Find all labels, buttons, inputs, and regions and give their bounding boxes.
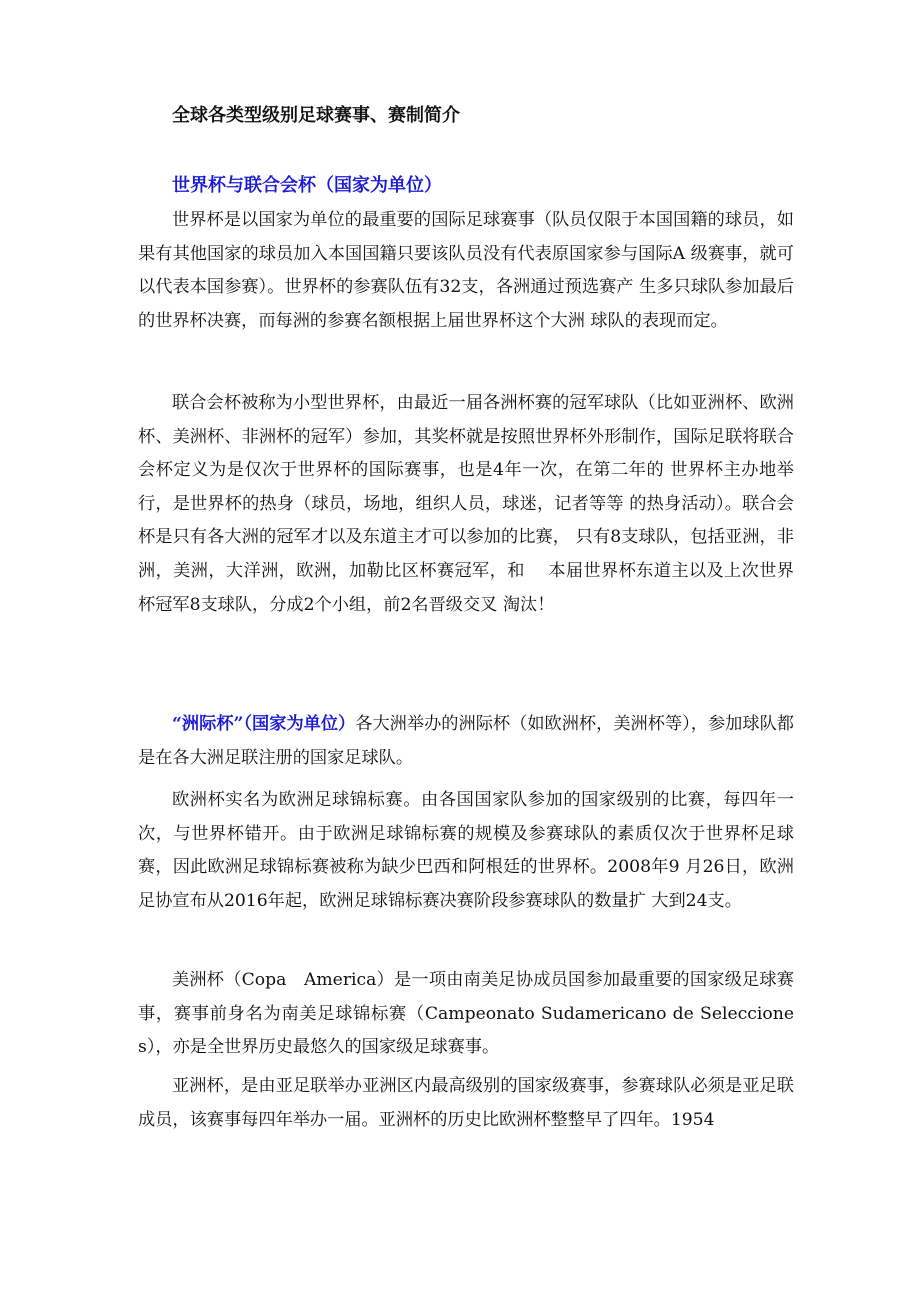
section-heading-continental-cup: “洲际杯”（国家为单位） — [172, 714, 356, 734]
continental-cup-lead-text: 各大洲举办的洲际杯（如欧洲杯，美洲杯等），参加球队都是在各大洲足联注册的国家足球队。 — [138, 714, 794, 768]
document-title: 全球各类型级别足球赛事、赛制简介 — [172, 105, 460, 126]
paragraph-euro: 欧洲杯实名为欧洲足球锦标赛。由各国国家队参加的国家级别的比赛，每四年一次，与世界杯错开。由于欧洲足球锦标赛的规模及参赛球队的素质仅次于世界杯足球赛，因此欧洲足球锦标赛被称为缺少巴西和阿根廷的世界杯。2008年9 月26日，欧洲足协宣布从2016年起，欧洲足球锦标赛决赛阶段参赛球队的数量扩 大到24支。 — [138, 790, 794, 911]
paragraph-confederations-cup: 联合会杯被称为小型世界杯，由最近一届各洲杯赛的冠军球队（比如亚洲杯、欧洲杯、美洲杯、非洲杯的冠军）参加，其奖杯就是按照世界杯外形制作，国际足联将联合会杯定义为是仅次于世界杯的国际赛事，也是4年一次，在第二年的 世界杯主办地举行，是世界杯的热身（球员，场地，组织人员，球迷，记者等等 的热身活动）。联合会杯是只有各大洲的冠军才以及东道主才可以参加的比赛， 只有8支球队，包括亚洲，非洲，美洲，大洋洲，欧洲，加勒比区杯赛冠军，和 本届世界杯东道主以及上次世界杯冠军8支球队，分成2个小组，前2名晋级交叉 淘汰！ — [138, 393, 794, 615]
paragraph-copa-america: 美洲杯（Copa America）是一项由南美足协成员国参加最重要的国家级足球赛事，赛事前身名为南美足球锦标赛（Campeonato Sudamericano de Selecciones），亦是全世界历史最悠久的国家级足球赛事。 — [138, 970, 794, 1058]
paragraph-continental-cup-intro — [138, 708, 794, 775]
section-heading-world-cup: 世界杯与联合会杯（国家为单位） — [172, 175, 442, 196]
paragraph-world-cup: 世界杯是以国家为单位的最重要的国际足球赛事（队员仅限于本国国籍的球员，如果有其他国家的球员加入本国国籍只要该队员没有代表原国家参与国际A 级赛事，就可以代表本国参赛）。世界杯的参赛队伍有32支，各洲通过预选赛产 生多只球队参加最后的世界杯决赛，而每洲的参赛名额根据上届世界杯这个大洲 球队的表现而定。 — [138, 210, 794, 331]
paragraph-asian-cup: 亚洲杯，是由亚足联举办亚洲区内最高级别的国家级赛事，参赛球队必须是亚足联成员，该赛事每四年举办一届。亚洲杯的历史比欧洲杯整整早了四年。1954 — [138, 1076, 794, 1130]
